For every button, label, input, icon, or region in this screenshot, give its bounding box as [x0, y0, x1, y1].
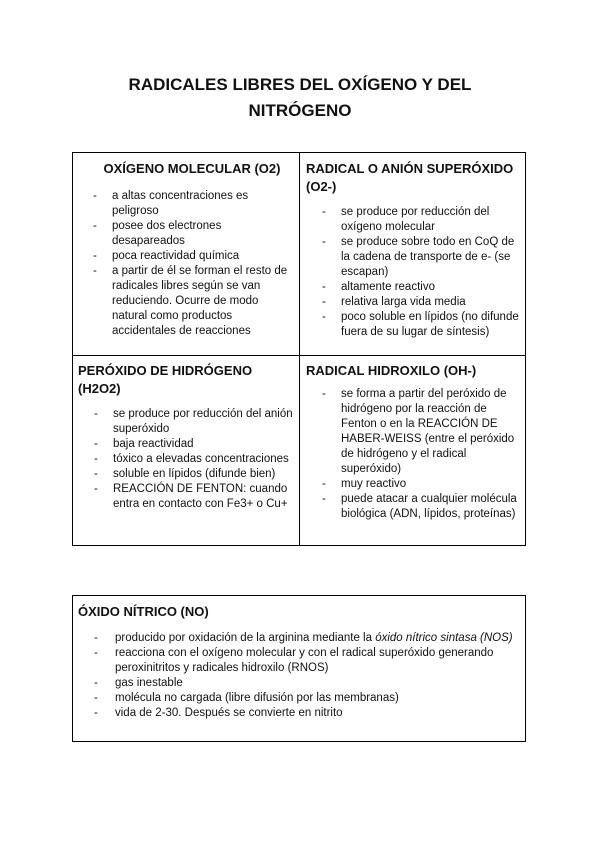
list-item: - se produce sobre todo en CoQ de la cadena de transporte de e- (se escapan)	[322, 235, 520, 280]
cell-heading: PERÓXIDO DE HIDRÓGENO (H2O2)	[78, 363, 253, 396]
list-item: - tóxico a elevadas concentraciones	[94, 452, 296, 467]
list-item: - reacciona con el oxígeno molecular y con el radical superóxido generando peroxinitritos y radicales hidroxilo (RNOS)	[94, 646, 519, 676]
list-item: - posee dos electrones desapareados	[93, 219, 291, 249]
list-item: - soluble en lípidos (difunde bien)	[94, 467, 296, 482]
list-item-italic: óxido nítrico sintasa (NOS)	[375, 632, 513, 644]
list-item: - puede atacar a cualquier molécula biológica (ADN, lípidos, proteínas)	[322, 492, 520, 522]
list-item: - se produce por reducción del anión superóxido	[94, 407, 296, 437]
list-item: - se produce por reducción del oxígeno molecular	[322, 205, 520, 235]
title-line-1: RADICALES LIBRES DEL OXÍGENO Y DEL	[128, 75, 472, 94]
list-item: - REACCIÓN DE FENTON: cuando entra en contacto con Fe3+ o Cu+	[94, 482, 296, 512]
cell-list	[322, 387, 520, 522]
box-heading: ÓXIDO NÍTRICO (NO)	[78, 604, 209, 619]
table-vertical-divider	[299, 153, 300, 545]
radicals-table	[72, 152, 526, 546]
cell-list	[94, 407, 296, 512]
cell-heading: OXÍGENO MOLECULAR (O2)	[103, 161, 281, 176]
oxido-nitrico-box	[72, 595, 526, 742]
cell-radical-hidroxilo	[306, 362, 520, 522]
cell-heading: RADICAL HIDROXILO (OH-)	[306, 363, 477, 378]
list-item: - se forma a partir del peróxido de hidrógeno por la reacción de Fenton o en la REACCIÓN DE HABER-WEISS (entre el peróxido de hidrógeno y el radical superóxido)	[322, 387, 520, 477]
list-item: - poca reactividad química	[93, 249, 291, 264]
list-item-text: producido por oxidación de la arginina mediante la	[115, 632, 376, 644]
list-item: - muy reactivo	[322, 477, 520, 492]
list-item: - relativa larga vida media	[322, 295, 520, 310]
title-line-2: NITRÓGENO	[248, 101, 352, 120]
cell-oxigeno-molecular	[93, 160, 291, 339]
list-item: - a altas concentraciones es peligroso	[93, 189, 291, 219]
cell-list	[322, 205, 520, 340]
cell-heading: RADICAL O ANIÓN SUPERÓXIDO (O2-)	[306, 161, 514, 194]
cell-list	[93, 189, 291, 339]
list-item	[94, 631, 519, 646]
document-title	[0, 72, 600, 124]
list-item: - gas inestable	[94, 676, 519, 691]
list-item: - poco soluble en lípidos (no difunde fuera de su lugar de síntesis)	[322, 310, 520, 340]
list-item: - molécula no cargada (libre difusión por las membranas)	[94, 691, 519, 706]
cell-peroxido-hidrogeno	[78, 362, 296, 512]
cell-anion-superoxido	[306, 160, 520, 340]
box-list	[94, 631, 519, 721]
list-item: - baja reactividad	[94, 437, 296, 452]
list-item: - a partir de él se forman el resto de radicales libres según se van reduciendo. Ocurre de modo natural como productos accidentales de reacciones	[93, 264, 291, 339]
list-item: - altamente reactivo	[322, 280, 520, 295]
table-horizontal-divider	[73, 355, 525, 356]
list-item: - vida de 2-30. Después se convierte en nitrito	[94, 706, 519, 721]
